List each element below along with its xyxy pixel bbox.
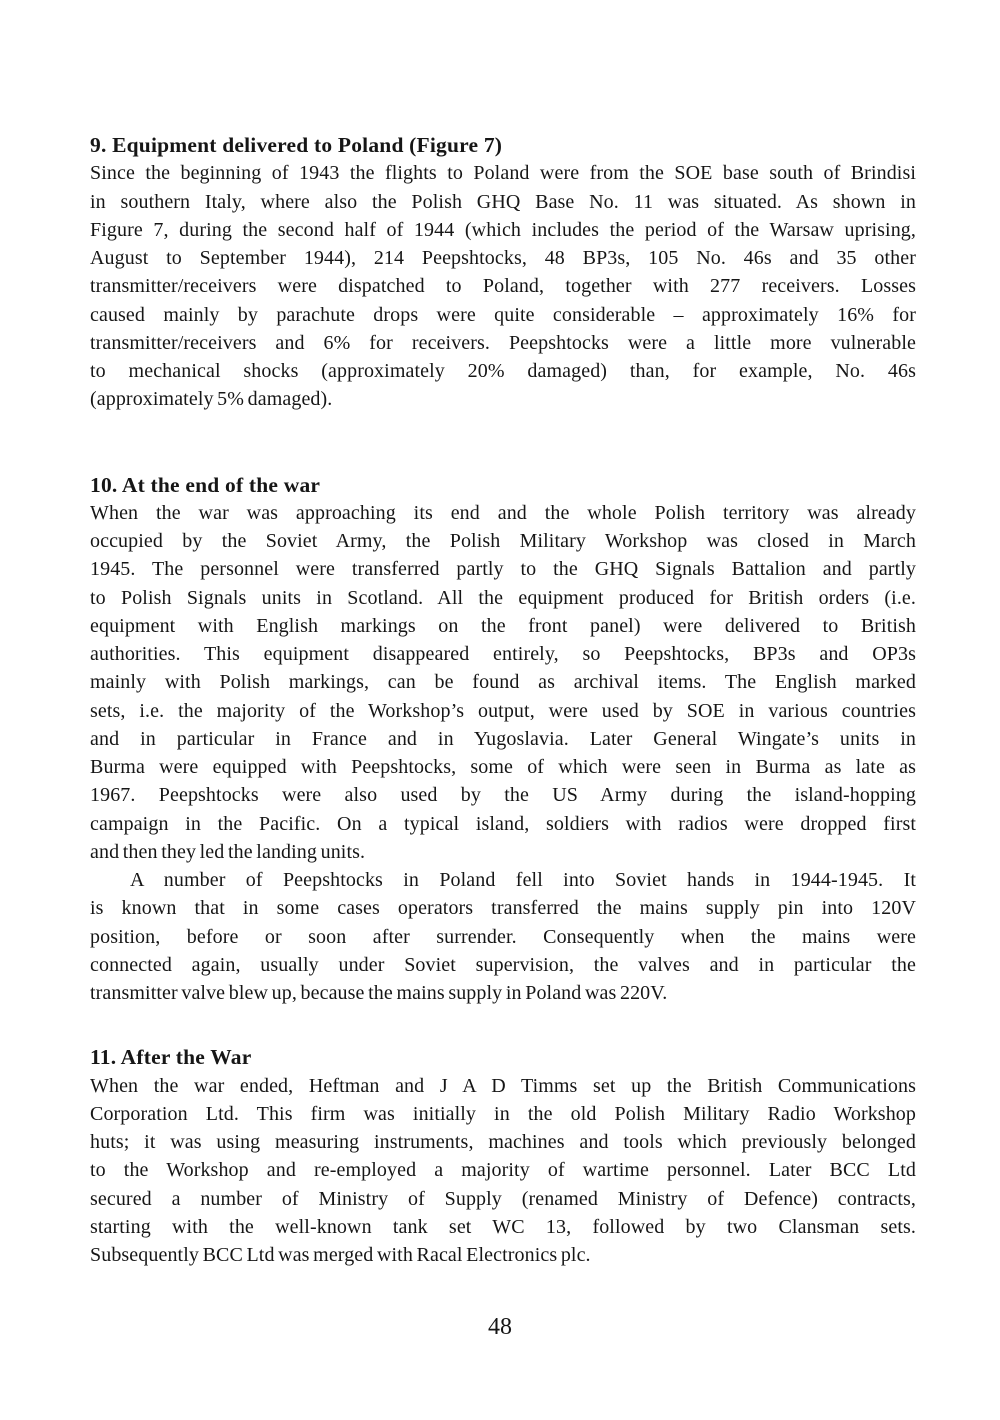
text-line: sets, i.e. the majority of the Workshop’s output, were used by SOE in various countries (90, 699, 916, 722)
text-line: Subsequently BCC Ltd was merged with Racal Electronics plc. (90, 1244, 591, 1266)
text-line: When the war ended, Heftman and J A D Timms set up the British Communications (90, 1074, 916, 1097)
text-line: and then they led the landing units. (90, 840, 366, 863)
document-content (90, 131, 916, 1269)
text-line: and in particular in France and in Yugoslavia. Later General Wingate’s units in (90, 727, 916, 750)
section-heading: 9. Equipment delivered to Poland (Figure 7) (90, 133, 503, 157)
text-line: Since the beginning of 1943 the flights to Poland were from the SOE base south of Brindisi (90, 162, 916, 185)
text-line: equipment with English markings on the front panel) were delivered to British (90, 614, 916, 637)
text-line: to Polish Signals units in Scotland. All the equipment produced for British orders (i.e. (90, 586, 916, 609)
text-line: mainly with Polish markings, can be found as archival items. The English marked (90, 671, 916, 694)
text-line: authorities. This equipment disappeared entirely, so Peepshtocks, BP3s and OP3s (90, 643, 916, 665)
text-line: position, before or soon after surrender. Consequently when the mains were (90, 925, 916, 948)
paragraph (90, 159, 916, 413)
text-line: A number of Peepshtocks in Poland fell into Soviet hands in 1944-1945. It (130, 869, 916, 891)
text-line: secured a number of Ministry of Supply (renamed Ministry of Defence) contracts, (90, 1187, 916, 1210)
text-line: Figure 7, during the second half of 1944 (which includes the period of the Warsaw uprising, (90, 218, 916, 241)
text-line: 1967. Peepshtocks were also used by the US Army during the island-hopping (90, 784, 916, 807)
section-3 (90, 1043, 916, 1269)
section-1 (90, 131, 916, 414)
text-line: (approximately 5% damaged). (90, 388, 333, 411)
text-line: to the Workshop and re-employed a majority of wartime personnel. Later BCC Ltd (90, 1159, 916, 1182)
text-line: transmitter/receivers were dispatched to Poland, together with 277 receivers. Losses (90, 275, 916, 298)
text-line: Burma were equipped with Peepshtocks, some of which were seen in Burma as late as (90, 756, 916, 778)
text-line: connected again, usually under Soviet supervision, the valves and in particular the (90, 953, 916, 976)
paragraph (90, 499, 916, 866)
text-line: to mechanical shocks (approximately 20% damaged) than, for example, No. 46s (90, 360, 916, 382)
text-line: is known that in some cases operators transferred the mains supply pin into 120V (90, 897, 916, 920)
text-line: transmitter/receivers and 6% for receivers. Peepshtocks were a little more vulnerable (90, 331, 916, 354)
text-line: 1945. The personnel were transferred partly to the GHQ Signals Battalion and partly (90, 558, 916, 581)
text-line: August to September 1944), 214 Peepshtocks, 48 BP3s, 105 No. 46s and 35 other (90, 247, 916, 269)
text-line: transmitter valve blew up, because the mains supply in Poland was 220V. (90, 982, 668, 1004)
text-line: occupied by the Soviet Army, the Polish Military Workshop was closed in March (90, 530, 916, 552)
text-line: When the war was approaching its end and the whole Polish territory was already (90, 501, 916, 524)
section-heading: 10. At the end of the war (90, 472, 321, 497)
section-2 (90, 471, 916, 1008)
text-line: campaign in the Pacific. On a typical island, soldiers with radios were dropped first (90, 812, 916, 835)
section-heading: 11. After the War (90, 1045, 252, 1070)
text-line: caused mainly by parachute drops were quite considerable – approximately 16% for (90, 303, 916, 326)
paragraph (90, 1072, 916, 1270)
text-line: starting with the well-known tank set WC 13, followed by two Clansman sets. (90, 1215, 916, 1238)
text-line: in southern Italy, where also the Polish GHQ Base No. 11 was situated. As shown in (90, 190, 916, 213)
text-line: huts; it was using measuring instruments, machines and tools which previously belonged (90, 1131, 916, 1153)
paragraph (90, 866, 916, 1007)
text-line: Corporation Ltd. This firm was initially in the old Polish Military Radio Workshop (90, 1102, 916, 1125)
page-number: 48 (488, 1314, 512, 1340)
